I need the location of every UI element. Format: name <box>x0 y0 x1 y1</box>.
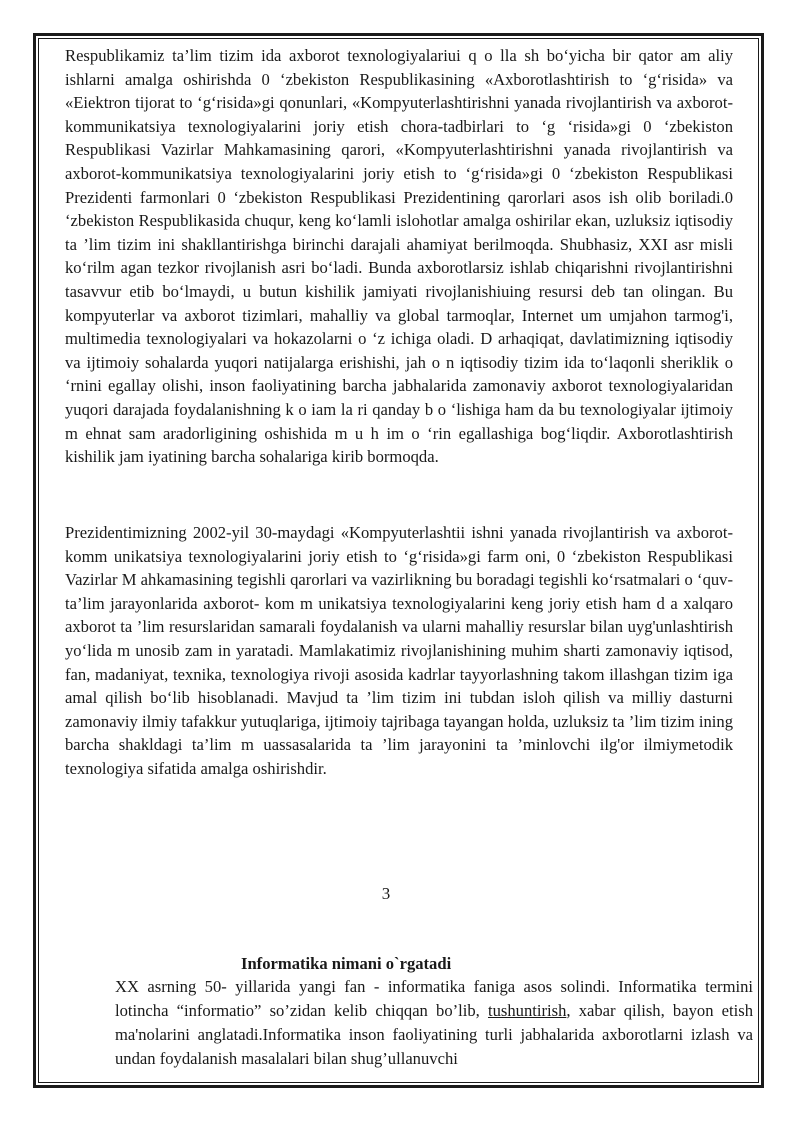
section-paragraph <box>115 975 753 1071</box>
body-paragraph-1: Respublikamiz ta’lim tizim ida axborot texnologiyalariui q o lla sh bo‘yicha bir qator am aliy ishlarni amalga oshirishda 0 ‘zbekiston Respublikasining «Axborotlashtirish to ‘g‘risida» va «Eiektron tijorat to ‘g‘risida»gi qonunlari, «Kompyuterlashtirishni yanada rivojlantirish va axborot-kommunikatsiya texnologiyalarini joriy etish chora-tadbirlari to ‘g ‘risida»gi 0 ‘zbekiston Respublikasi Vazirlar Mahkamasining qarori, «Kompyuterlashtirishni yanada rivojlantirish va axborot-kommunikatsiya texnologiyalarini joriy etish to ‘g‘risida»gi 0 ‘zbekiston Respublikasi Prezidenti farmonlari 0 ‘zbekiston Respublikasi Prezidentining qarorlari asos ish olib boriladi.0 ‘zbekiston Respublikasida chuqur, keng ko‘lamli islohotlar amalga oshirilar ekan, uzluksiz iqtisodiy ta ’lim tizim ini shakllantirishga birinchi darajali ahamiyat berilmoqda. Shubhasiz, XXI asr misli ko‘rilm agan tezkor rivojlanish asri bo‘ladi. Bunda axborotlarsiz ishlab chiqarishni rivojlantirishni tasavvur etib bo‘lmaydi, u butun kishilik jamiyati rivojlanishiuing resursi deb tan olingan. Bu kompyuterlar va axborot tizimlari, mahalliy va global tarmoqlar, Internet um umjahon tarmog'i, multimedia texnologiyalari va hokazolarni o ‘z ichiga oladi. D arhaqiqat, davlatimizning iqtisodiy va ijtimoiy sohalarda yuqori natijalarga erishishi, jah o n iqtisodiy tizim ida to‘laqonli sheriklik o ‘rnini egallay olishi, inson faoliyatining barcha jabhalarida zamonaviy axborot texnologiyalaridan yuqori darajada foydalanishning k o iam la ri qanday b o ‘lishiga ham da bu texnologiyalar ijtimoiy m ehnat sam aradorligining oshishida m u h im o ‘rin egallashiga bog‘liqdir. Axborotlashtirish kishilik jam iyatining barcha sohalariga kirib bormoqda. <box>65 46 733 467</box>
body-paragraph-2: Prezidentimizning 2002-yil 30-maydagi «Kompyuterlashtii ishni yanada rivojlantirish va axborot-komm unikatsiya texnologiyalarini joriy etish to ‘g‘risida»gi farm oni, 0 ‘zbekiston Respublikasi Vazirlar M ahkamasining tegishli qarorlari va vazirlikning bu boradagi tegishli ko‘rsatmalari o ‘quv-ta’lim jarayonlarida axborot- kom m unikatsiya texnologiyalarini keng joriy etish ham d a xalqaro axborot ta ’lim resurslaridan samarali foydalanish va ularni mahalliy resurslar bilan uyg'unlashtirish yo‘lida m unosib zam in yaratadi. Mamlakatimiz rivojlanishining muhim sharti zamonaviy iqtisod, fan, madaniyat, texnika, texnologiya rivoji asosida kadrlar tayyorlashning takom illashgan tizim iga amal qilish bo‘lib hisoblanadi. Mavjud ta ’lim tizim ini tubdan isloh qilish va milliy dasturni zamonaviy ilmiy tafakkur yutuqlariga, ijtimoiy tajribaga tayangan holda, uzluksiz ta ’lim tizim ining barcha shakldagi ta’lim m uassasalarida ta ’lim jarayonini ta ’minlovchi ilg'or ilmiymetodik texnologiya sifatida amalga oshirishdir. <box>65 523 733 778</box>
section-text-before: XX asrning 50- yillarida yangi fan - informatika faniga asos solindi. Informatika termini lotincha “informatio” so’zidan kelib chiqqan bo’lib, <box>115 977 753 1020</box>
section-text-after: , xabar qilish, bayon etish ma'nolarini anglatadi.Informatika inson faoliyatining turli jabhalarida axborotlarni izlash va undan foydalanish masalalari bilan shug’ullanuvchi <box>115 1001 754 1068</box>
section-title: Informatika nimani o`rgatadi <box>241 954 452 973</box>
page-number: 3 <box>381 884 391 903</box>
underlined-term: tushuntirish <box>488 1001 567 1020</box>
